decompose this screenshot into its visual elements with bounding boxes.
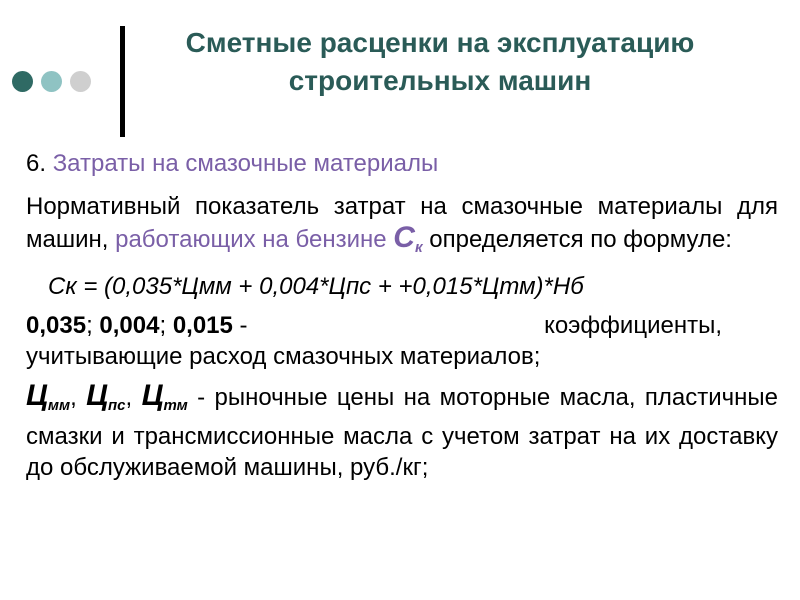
coefficients-rest: учитывающие расход смазочных материалов;	[26, 343, 541, 370]
coefficients-paragraph	[26, 310, 778, 372]
coefficient-2: 0,004	[99, 312, 160, 339]
coefficient-sep-3: -	[232, 312, 248, 339]
variable-cps	[86, 379, 125, 412]
variable-cps-sub: пс	[108, 397, 126, 414]
coefficients-line	[26, 310, 778, 341]
variable-ck-sub: к	[414, 239, 423, 256]
definition-text-2: определяется по формуле:	[422, 226, 732, 253]
coefficient-3: 0,015	[172, 312, 233, 339]
decorative-dots	[12, 71, 91, 92]
variable-sep-2: ,	[125, 384, 142, 411]
formula: Ск = (0,035*Цмм + 0,004*Цпс + +0,015*Цтм)*Нб	[48, 273, 584, 300]
coefficient-sep-2: ;	[159, 312, 173, 339]
variable-sep-1: ,	[70, 384, 87, 411]
coefficient-sep-1: ;	[86, 312, 100, 339]
section-heading-text: Затраты на смазочные материалы	[52, 150, 439, 177]
variable-cmm	[26, 379, 70, 412]
variable-ctm	[142, 379, 188, 412]
dot-light	[41, 71, 62, 92]
variable-ck-main: С	[393, 221, 415, 254]
variable-cmm-sub: мм	[47, 397, 71, 414]
variable-ck	[393, 221, 422, 254]
slide-content	[26, 148, 778, 491]
dot-dark	[12, 71, 33, 92]
definition-paragraph	[26, 191, 778, 263]
variable-cps-main: Ц	[86, 379, 109, 412]
coefficient-1: 0,035	[26, 312, 87, 339]
slide-title: Сметные расценки на эксплуатацию строительных машин	[185, 27, 695, 96]
variable-cmm-main: Ц	[26, 379, 48, 412]
variable-sep-3	[188, 384, 197, 411]
prices-paragraph	[26, 380, 778, 483]
variable-ctm-sub: тм	[163, 397, 188, 414]
section-heading	[26, 148, 778, 179]
definition-highlight: работающих на бензине	[115, 226, 387, 253]
coefficients-word: коэффициенты,	[544, 312, 722, 339]
dot-gray	[70, 71, 91, 92]
definition-text-1: Нормативный показатель затрат на смазочные материалы для машин,	[26, 193, 778, 253]
prices-text: - рыночные цены на моторные масла, пластичные смазки и трансмиссионные масла с учетом затрат на их доставку до обслуживаемой машины, руб./кг;	[26, 384, 778, 481]
section-number: 6.	[26, 150, 53, 177]
coefficient-values	[26, 310, 248, 341]
title-divider	[120, 26, 125, 137]
variable-ctm-main: Ц	[141, 379, 164, 412]
